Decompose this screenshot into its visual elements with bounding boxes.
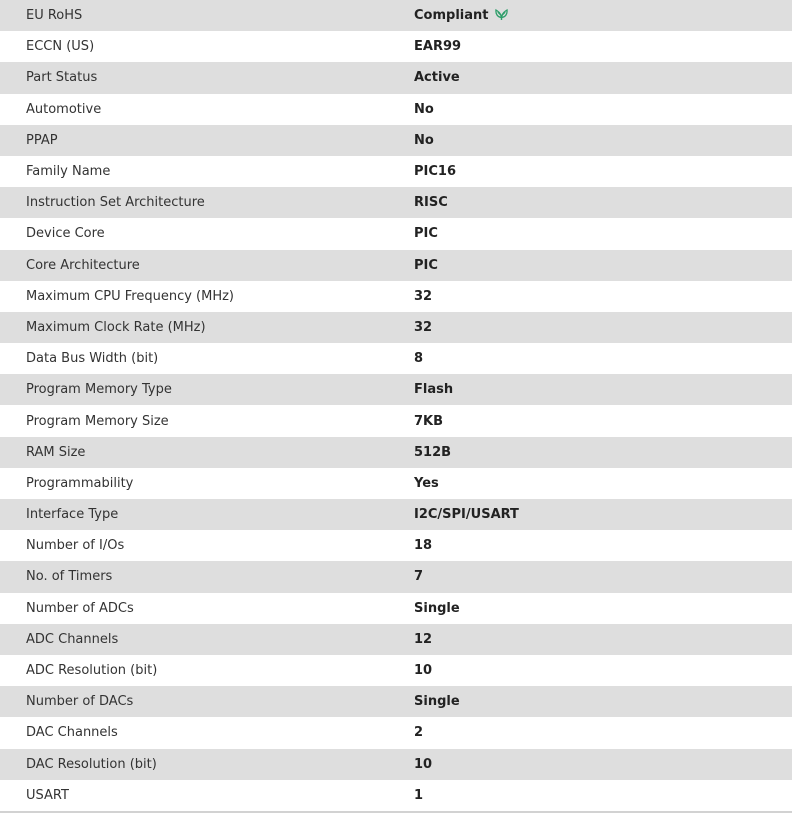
spec-label: EU RoHS <box>26 8 83 24</box>
spec-value: No <box>414 132 434 148</box>
spec-label: Programmability <box>26 475 134 491</box>
table-row <box>0 0 792 31</box>
spec-label: Number of DACs <box>26 694 134 710</box>
spec-label: Automotive <box>26 101 102 117</box>
spec-value: 10 <box>414 756 433 772</box>
spec-value: EAR99 <box>414 39 462 55</box>
table-row <box>0 593 792 624</box>
table-row <box>0 530 792 561</box>
table-row <box>0 624 792 655</box>
spec-label: DAC Resolution (bit) <box>26 756 157 772</box>
spec-label: Core Architecture <box>26 257 140 273</box>
spec-label: Family Name <box>26 164 111 180</box>
spec-value: 1 <box>414 787 424 803</box>
spec-value: PIC <box>414 257 438 273</box>
spec-value: PIC <box>414 226 438 242</box>
table-row <box>0 686 792 717</box>
spec-label: ECCN (US) <box>26 39 95 55</box>
spec-value: Single <box>414 600 460 616</box>
table-row <box>0 62 792 93</box>
spec-label: Maximum Clock Rate (MHz) <box>26 319 206 335</box>
spec-label: PPAP <box>26 132 58 148</box>
table-row <box>0 561 792 592</box>
spec-value: 12 <box>414 631 433 647</box>
table-row <box>0 437 792 468</box>
table-row <box>0 749 792 780</box>
spec-value: Active <box>414 70 460 86</box>
spec-value: I2C/SPI/USART <box>414 507 519 523</box>
spec-label: Maximum CPU Frequency (MHz) <box>26 288 234 304</box>
spec-label: Part Status <box>26 70 98 86</box>
spec-value: 7 <box>414 569 424 585</box>
spec-value: 2 <box>414 725 424 741</box>
spec-label: ADC Resolution (bit) <box>26 663 158 679</box>
spec-label: DAC Channels <box>26 725 118 741</box>
table-row <box>0 125 792 156</box>
spec-value: No <box>414 101 434 117</box>
spec-label: ADC Channels <box>26 631 119 647</box>
spec-label: Instruction Set Architecture <box>26 195 205 211</box>
spec-value: 32 <box>414 288 433 304</box>
table-row <box>0 250 792 281</box>
table-row <box>0 31 792 62</box>
table-bottom-divider <box>0 811 792 813</box>
leaf-icon <box>494 8 509 20</box>
spec-value: 7KB <box>414 413 444 429</box>
spec-label: No. of Timers <box>26 569 113 585</box>
table-row <box>0 374 792 405</box>
spec-value: PIC16 <box>414 164 456 180</box>
table-row <box>0 281 792 312</box>
spec-label: Data Bus Width (bit) <box>26 351 159 367</box>
spec-label: Program Memory Type <box>26 382 172 398</box>
table-row <box>0 780 792 811</box>
table-row <box>0 218 792 249</box>
table-row <box>0 187 792 218</box>
spec-label: USART <box>26 787 69 803</box>
table-row <box>0 156 792 187</box>
spec-value: Yes <box>414 475 439 491</box>
spec-value: Flash <box>414 382 454 398</box>
table-row <box>0 405 792 436</box>
table-row <box>0 655 792 686</box>
table-row <box>0 499 792 530</box>
spec-value: RISC <box>414 195 448 211</box>
spec-value: Single <box>414 694 460 710</box>
spec-value: 18 <box>414 538 433 554</box>
spec-label: Program Memory Size <box>26 413 169 429</box>
spec-label: Number of I/Os <box>26 538 125 554</box>
spec-label: Number of ADCs <box>26 600 134 616</box>
spec-value: Compliant <box>414 8 489 24</box>
table-row <box>0 94 792 125</box>
spec-label: Interface Type <box>26 507 119 523</box>
table-row <box>0 717 792 748</box>
spec-label: Device Core <box>26 226 105 242</box>
table-row <box>0 468 792 499</box>
spec-value: 10 <box>414 663 433 679</box>
table-row <box>0 312 792 343</box>
spec-value: 8 <box>414 351 424 367</box>
spec-value: 32 <box>414 319 433 335</box>
table-row <box>0 343 792 374</box>
spec-label: RAM Size <box>26 444 86 460</box>
spec-value-cell <box>388 0 792 31</box>
spec-value: 512B <box>414 444 452 460</box>
